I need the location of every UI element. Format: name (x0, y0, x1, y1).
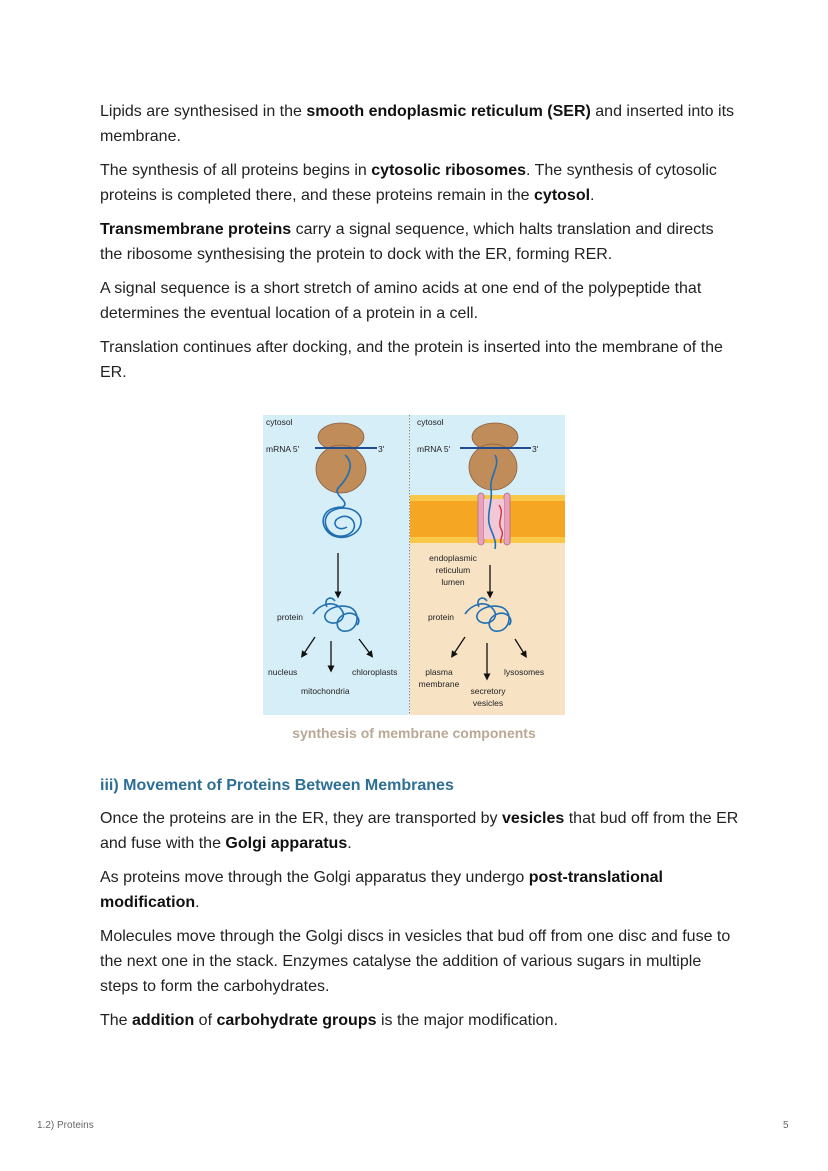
label-plasma-line1: plasma (425, 667, 453, 677)
left-mrna-label: mRNA 5' (266, 444, 300, 454)
text-run: Lipids are synthesised in the (100, 103, 307, 120)
paragraph (100, 335, 740, 385)
translocon-right (504, 493, 510, 545)
bold-term: addition (132, 1012, 195, 1029)
paragraph (100, 99, 740, 149)
right-protein-label: protein (428, 612, 454, 622)
text-run: is the major modification. (376, 1012, 558, 1029)
bold-term: Golgi apparatus (225, 835, 348, 852)
text-run: . (347, 835, 352, 852)
paragraph (100, 924, 740, 999)
label-nucleus: nucleus (268, 667, 298, 677)
footer-chapter: 1.2) Proteins (37, 1120, 94, 1131)
diagram-svg (263, 415, 565, 715)
text-run: . The synthesis of cytosolic proteins is completed there, and these proteins remain in the (100, 162, 717, 204)
left-mrna-3-end: 3' (378, 444, 385, 454)
text-run: that bud off from the ER and fuse with the (100, 810, 739, 852)
text-run: Translation continues after docking, and the protein is inserted into the membrane of the ER. (100, 339, 723, 381)
right-ribosome (469, 423, 518, 490)
right-cytosol-label: cytosol (417, 417, 444, 427)
label-secretory-line1: secretory (470, 686, 506, 696)
bold-term: cytosol (534, 187, 591, 204)
lumen-label-line2: reticulum (435, 565, 471, 575)
translocon-left (478, 493, 484, 545)
text-run: . (195, 894, 200, 911)
bold-term: smooth endoplasmic reticulum (SER) (306, 103, 591, 120)
paragraph (100, 1008, 740, 1033)
bold-term: vesicles (502, 810, 565, 827)
lumen-label-line1: endoplasmic (429, 553, 477, 563)
paragraph (100, 217, 740, 267)
bold-term: Transmembrane proteins (100, 221, 292, 238)
text-run: carry a signal sequence, which halts translation and directs the ribosome synthesising the protein to dock with the ER, forming RER. (100, 221, 714, 263)
left-protein-label: protein (277, 612, 303, 622)
text-run: As proteins move through the Golgi apparatus they undergo (100, 869, 529, 886)
right-mrna-label: mRNA 5' (417, 444, 451, 454)
section-heading: iii) Movement of Proteins Between Membranes (100, 777, 454, 794)
text-run: . (590, 187, 595, 204)
text-run: A signal sequence is a short stretch of amino acids at one end of the polypeptide that determines the eventual location of a protein in a cell. (100, 280, 702, 322)
text-run: and inserted into its membrane. (100, 103, 735, 145)
page-content (100, 99, 740, 1042)
label-chloroplasts: chloroplasts (352, 667, 398, 677)
text-run: Once the proteins are in the ER, they are transported by (100, 810, 502, 827)
top-paragraphs (100, 99, 740, 385)
paragraph (100, 276, 740, 326)
bold-term: carbohydrate groups (216, 1012, 377, 1029)
left-cytosol-label: cytosol (266, 417, 293, 427)
text-run: The (100, 1012, 133, 1029)
figure-caption: synthesis of membrane components (292, 725, 536, 741)
bottom-paragraphs (100, 806, 740, 1033)
paragraph (100, 806, 740, 856)
label-mitochondria: mitochondria (301, 686, 350, 696)
bold-term: cytosolic ribosomes (371, 162, 526, 179)
paragraph (100, 158, 740, 208)
text-run: of (194, 1012, 217, 1029)
text-run: The synthesis of all proteins begins in (100, 162, 372, 179)
label-lysosomes: lysosomes (504, 667, 545, 677)
label-secretory-line2: vesicles (472, 698, 504, 708)
membrane-synthesis-diagram (263, 415, 565, 715)
text-run: Molecules move through the Golgi discs in vesicles that bud off from one disc and fuse to the next one in the stack. Enzymes catalyse the addition of various sugars in multiple steps to form the carbohydrates. (100, 928, 731, 995)
paragraph (100, 865, 740, 915)
right-mrna-3-end: 3' (532, 444, 539, 454)
lumen-label-line3: lumen (441, 577, 465, 587)
bold-term: post-translational modification (100, 869, 663, 911)
left-ribosome (316, 423, 366, 493)
page-number: 5 (783, 1120, 789, 1131)
label-plasma-line2: membrane (418, 679, 460, 689)
